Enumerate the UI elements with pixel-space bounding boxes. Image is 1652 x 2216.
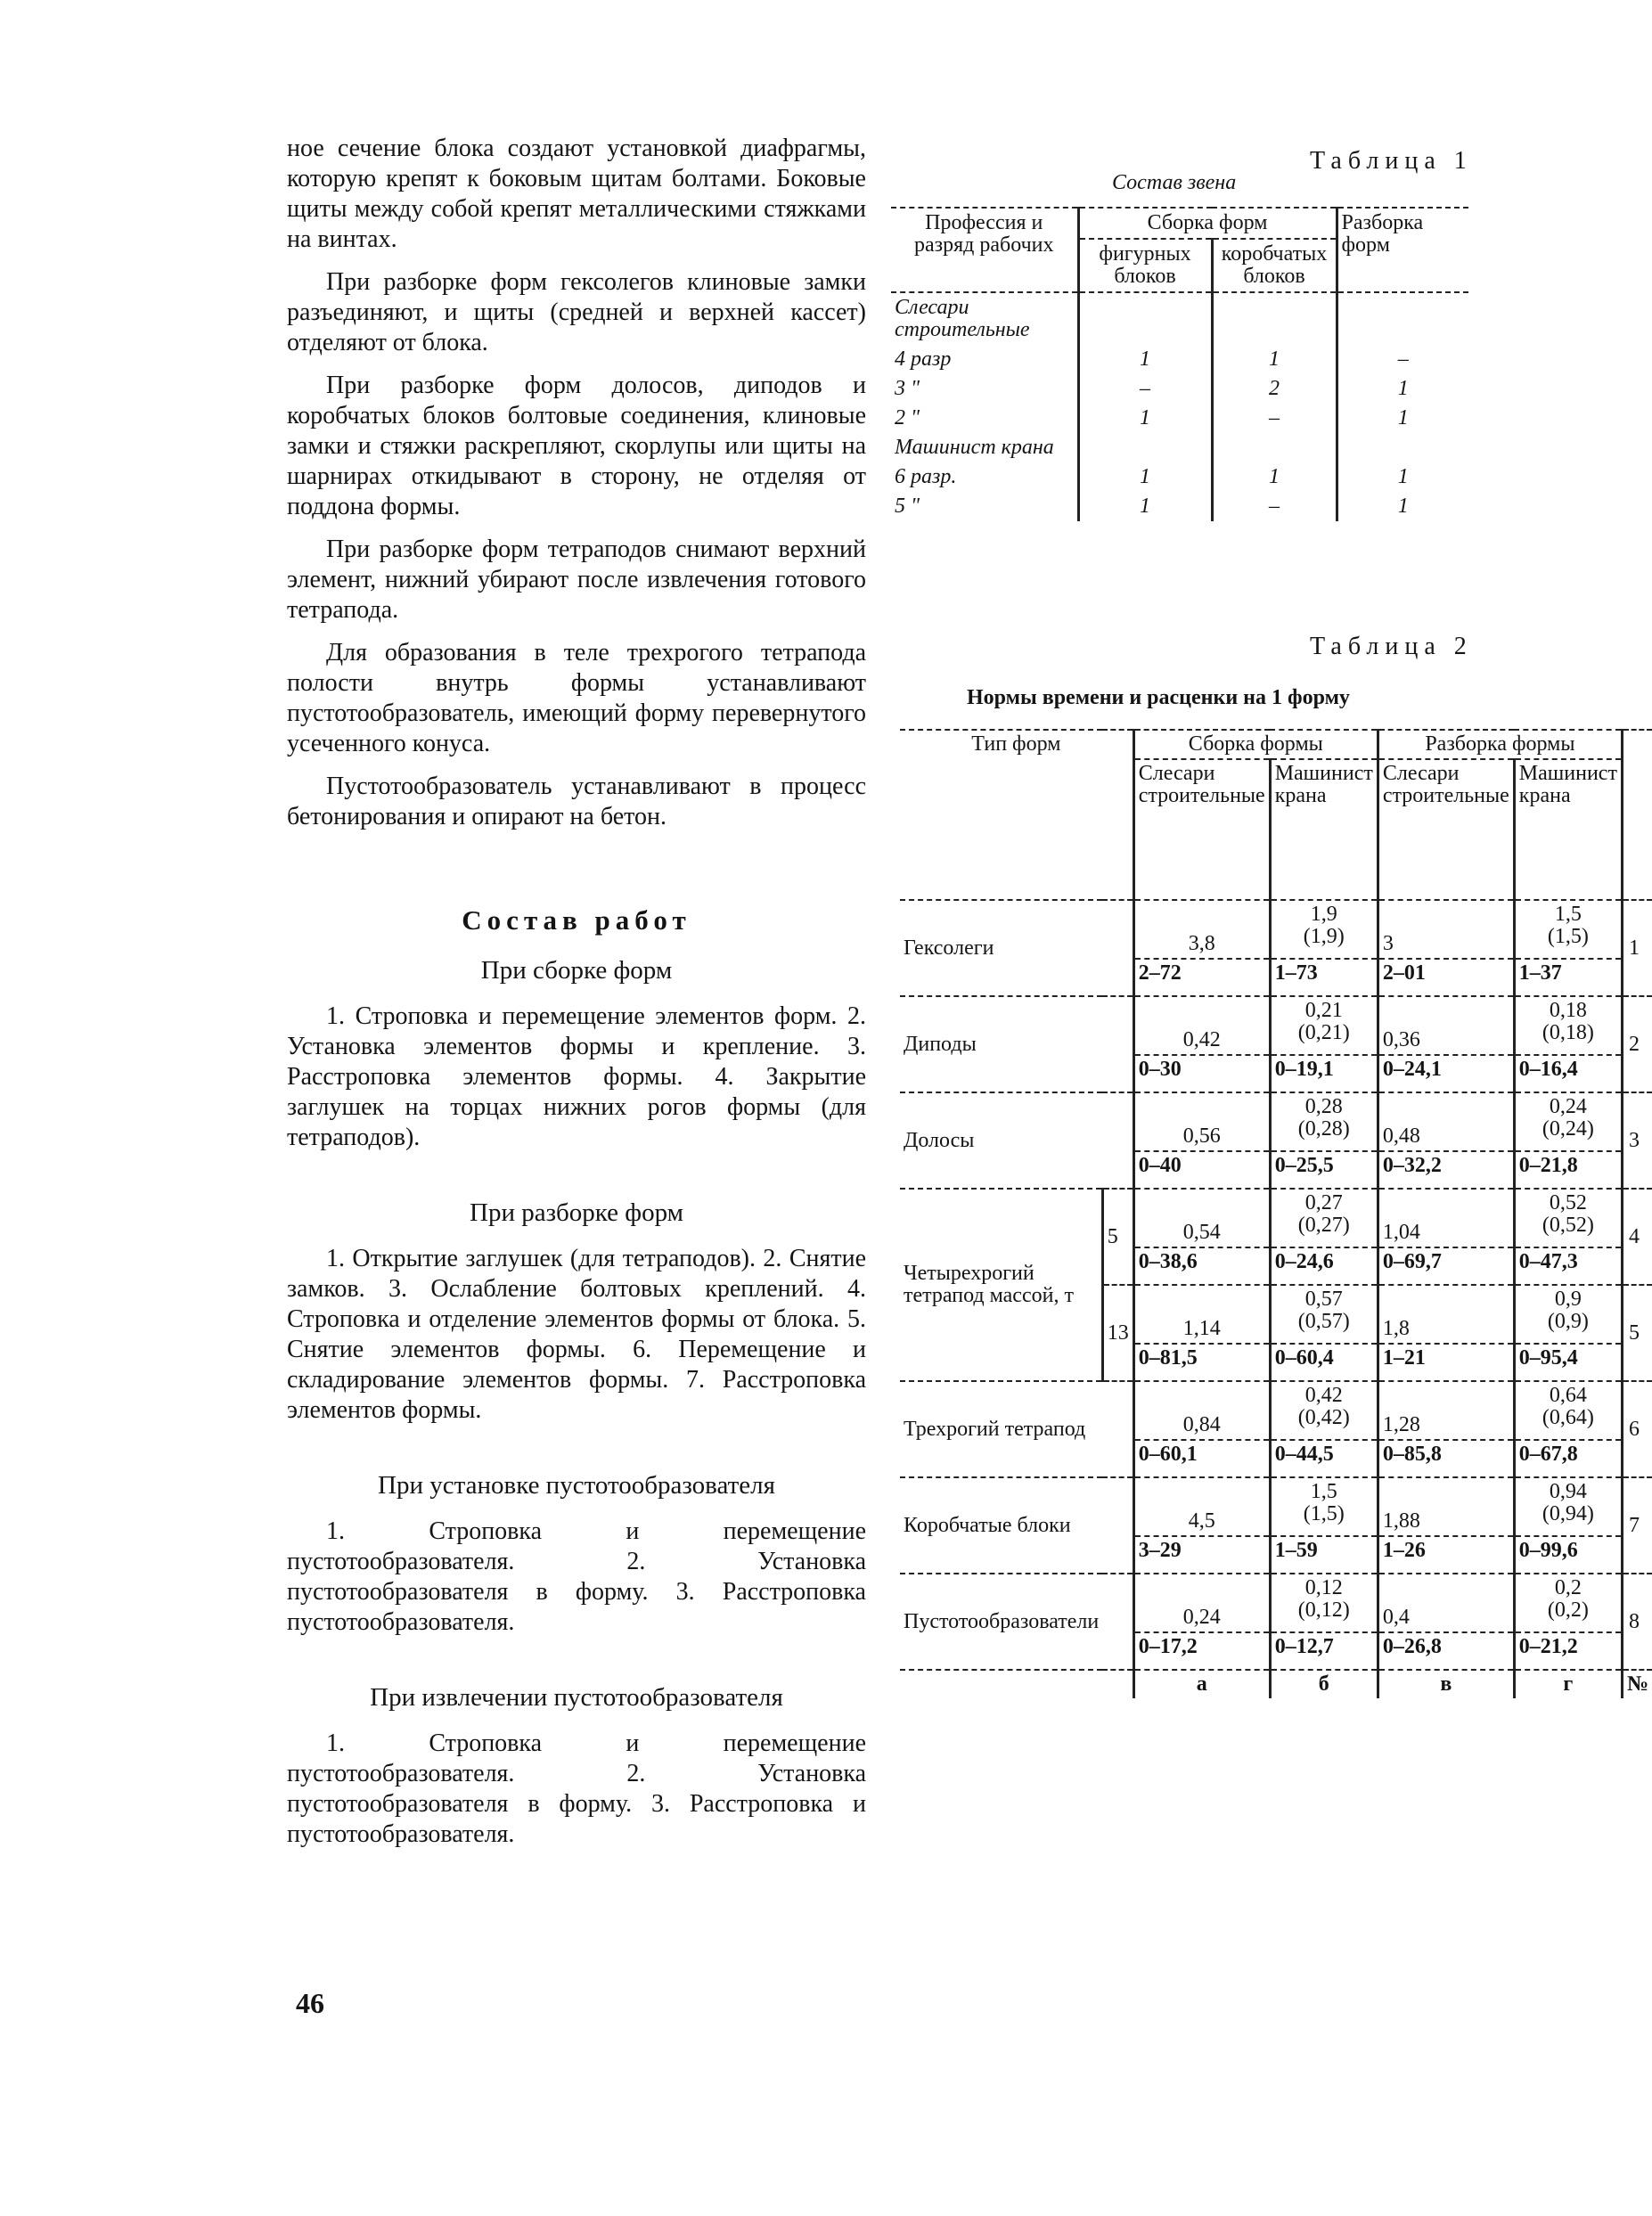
- table2-footer-number: №: [1622, 1670, 1652, 1698]
- table1-row-name: Машинист крана: [895, 436, 1054, 459]
- table2-type-name: Трехрогий тетрапод: [900, 1381, 1102, 1477]
- table2-rate-fitters-assembly: 3–29: [1133, 1536, 1270, 1574]
- subsection-title: При сборке форм: [480, 956, 673, 985]
- table1-cell: –: [1212, 492, 1337, 521]
- table1-cell: 1: [1078, 492, 1212, 521]
- table2-norm-fitters-assembly: 1,14: [1133, 1285, 1270, 1344]
- table2-norm-crane-disassembly: 0,9 (0,9): [1514, 1285, 1622, 1344]
- table2-rate-crane-disassembly: 0–95,4: [1514, 1344, 1622, 1381]
- table2-row: [900, 900, 1652, 959]
- table2-rate-crane-assembly: 0–25,5: [1270, 1151, 1378, 1189]
- table2-row: [900, 1189, 1652, 1247]
- table2-rate-crane-assembly: 0–44,5: [1270, 1440, 1378, 1477]
- table2-row: [900, 1574, 1652, 1632]
- table2-type-name: Коробчатые блоки: [900, 1477, 1102, 1574]
- table2-footer-col-a: а: [1133, 1670, 1270, 1698]
- table2-norm-crane-assembly: 1,9 (1,9): [1270, 900, 1378, 959]
- table2-rate-fitters-assembly: 0–60,1: [1133, 1440, 1270, 1477]
- table2-rate-crane-disassembly: 1–37: [1514, 959, 1622, 996]
- table2-type-name: Гексолеги: [900, 900, 1102, 996]
- table1-label: Таблица 1: [1310, 147, 1473, 175]
- table1-cell: [1337, 292, 1468, 345]
- table2-footer-col-d: г: [1514, 1670, 1622, 1698]
- table2-rate-fitters-disassembly: 0–85,8: [1378, 1440, 1514, 1477]
- table1-cell: 1: [1337, 374, 1468, 404]
- table2-rate-fitters-assembly: 2–72: [1133, 959, 1270, 996]
- table2-norm-fitters-assembly: 0,42: [1133, 996, 1270, 1055]
- table2-rate-crane-disassembly: 0–99,6: [1514, 1536, 1622, 1574]
- subsection-text: 1. Строповка и перемещение элементов форм. 2. Установка элементов формы и крепление. 3. Расстроповка элементов формы. 4. Закрытие заглушек на торцах нижних рогов формы (для тетраподов).: [287, 1002, 866, 1151]
- table2-row: [900, 1477, 1652, 1536]
- table2-rate-fitters-assembly: 0–81,5: [1133, 1344, 1270, 1381]
- table1-cell: –: [1212, 404, 1337, 433]
- subsection-title: При установке пустотообразователя: [378, 1471, 775, 1500]
- subsection-text: 1. Строповка и перемещение пустотообразователя. 2. Установка пустотообразователя в форму. 3. Расстроповка и пустотообразователя.: [287, 1729, 866, 1848]
- table2-rate-fitters-assembly: 0–30: [1133, 1055, 1270, 1092]
- table2-header-disassembly: Разборка формы: [1378, 730, 1622, 759]
- paragraph: При разборке форм тетраподов снимают верхний элемент, нижний убирают после извлечения готового тетрапода.: [287, 536, 866, 624]
- table1-header-box: коробчатых блоков: [1212, 239, 1337, 292]
- table2-mass: [1102, 1477, 1133, 1574]
- table2-norm-fitters-assembly: 0,24: [1133, 1574, 1270, 1632]
- table2-norm-fitters-disassembly: 1,28: [1378, 1381, 1514, 1440]
- table2-rate-crane-assembly: 0–60,4: [1270, 1344, 1378, 1381]
- table1-cell: 1: [1078, 345, 1212, 374]
- table2-rate-fitters-disassembly: 1–21: [1378, 1344, 1514, 1381]
- table2-footer-col-c: в: [1378, 1670, 1514, 1698]
- table1-header-disassembly: Разборка форм: [1337, 208, 1468, 292]
- table2-norm-fitters-disassembly: 0,36: [1378, 996, 1514, 1055]
- section-title: Состав работ: [462, 904, 691, 936]
- table2-norm-fitters-disassembly: 0,48: [1378, 1092, 1514, 1151]
- table2-row: [900, 1092, 1652, 1151]
- table2-norm-fitters-disassembly: 0,4: [1378, 1574, 1514, 1632]
- table2-row-number: 3: [1622, 1092, 1652, 1189]
- table2-norm-crane-assembly: 1,5 (1,5): [1270, 1477, 1378, 1536]
- paragraph: При разборке форм долосов, диподов и коробчатых блоков болтовые соединения, клиновые замки и стяжки раскрепляют, скорлупы или щиты на шарнирах откидывают в сторону, не отделяя от поддона формы.: [287, 372, 866, 520]
- subsection-title: При разборке форм: [470, 1198, 683, 1227]
- table2-norm-crane-disassembly: 0,18 (0,18): [1514, 996, 1622, 1055]
- table2-row-number: 2: [1622, 996, 1652, 1092]
- table1-cell: 1: [1078, 462, 1212, 492]
- paragraph: Пустотообразователь устанавливают в процесс бетонирования и опирают на бетон.: [287, 773, 866, 830]
- table2-header-type: Тип форм: [900, 730, 1133, 900]
- table2-mass: [1102, 996, 1133, 1092]
- table1-row-name: 4 разр: [895, 348, 952, 371]
- table2-footer-spacer: [900, 1670, 1133, 1698]
- table2-rate-fitters-disassembly: 2–01: [1378, 959, 1514, 996]
- table1: [891, 207, 1468, 521]
- table2-rate-fitters-assembly: 0–38,6: [1133, 1247, 1270, 1285]
- table1-row-name: Слесари строительные: [891, 292, 1078, 345]
- table2-rate-fitters-disassembly: 0–69,7: [1378, 1247, 1514, 1285]
- paragraph: Для образования в теле трехрогого тетрапода полости внутрь формы устанавливают пустотообразователь, имеющий форму перевернутого усеченного конуса.: [287, 639, 866, 757]
- table2-mass: [1102, 1574, 1133, 1670]
- table2-norm-crane-assembly: 0,27 (0,27): [1270, 1189, 1378, 1247]
- table2-rate-crane-disassembly: 0–21,2: [1514, 1632, 1622, 1670]
- table2-rate-fitters-disassembly: 0–26,8: [1378, 1632, 1514, 1670]
- table2-footer-col-b: б: [1270, 1670, 1378, 1698]
- table2-norm-crane-disassembly: 0,94 (0,94): [1514, 1477, 1622, 1536]
- table2-norm-crane-disassembly: 0,24 (0,24): [1514, 1092, 1622, 1151]
- table1-cell: 1: [1337, 462, 1468, 492]
- table2-norm-crane-assembly: 0,57 (0,57): [1270, 1285, 1378, 1344]
- table1-header-profession: Профессия и разряд рабочих: [891, 208, 1078, 292]
- table2-row-number: 4: [1622, 1189, 1652, 1285]
- table2-row-number: 1: [1622, 900, 1652, 996]
- subsection-title: При извлечении пустотообразователя: [370, 1683, 783, 1712]
- table2-norm-crane-disassembly: 0,52 (0,52): [1514, 1189, 1622, 1247]
- table2-rate-fitters-disassembly: 0–32,2: [1378, 1151, 1514, 1189]
- table2-label: Таблица 2: [1310, 633, 1473, 660]
- table2-rate-fitters-disassembly: 1–26: [1378, 1536, 1514, 1574]
- table2-norm-fitters-assembly: 0,54: [1133, 1189, 1270, 1247]
- paragraph: При разборке форм гексолегов клиновые замки разъединяют, и щиты (средней и верхней кассет) отделяют от блока.: [287, 268, 866, 356]
- table2-rate-fitters-assembly: 0–40: [1133, 1151, 1270, 1189]
- table1-cell: 1: [1337, 492, 1468, 521]
- table1-header-figured: фигурных блоков: [1078, 239, 1212, 292]
- table2-mass: 5: [1102, 1189, 1133, 1285]
- table2-rate-crane-assembly: 0–19,1: [1270, 1055, 1378, 1092]
- table2-norm-fitters-assembly: 3,8: [1133, 900, 1270, 959]
- table2-norm-crane-assembly: 0,42 (0,42): [1270, 1381, 1378, 1440]
- table1-cell: 1: [1337, 404, 1468, 433]
- paragraph: ное сечение блока создают установкой диафрагмы, которую крепят к боковым щитам болтами. Боковые щиты между собой крепят металлическими стяжками на винтах.: [287, 135, 866, 253]
- table2-rate-crane-disassembly: 0–47,3: [1514, 1247, 1622, 1285]
- table1-row-name: 6 разр.: [895, 465, 957, 488]
- table2-header-number-column: [1622, 730, 1652, 900]
- table2-norm-fitters-assembly: 4,5: [1133, 1477, 1270, 1536]
- table2-type-name: Долосы: [900, 1092, 1102, 1189]
- table2-type-name: Диподы: [900, 996, 1102, 1092]
- table2-norm-crane-disassembly: 1,5 (1,5): [1514, 900, 1622, 959]
- table2-header-crane: Машинист крана: [1514, 759, 1622, 900]
- table1-cell: [1078, 292, 1212, 345]
- table1-cell: [1337, 433, 1468, 462]
- table1-cell: –: [1337, 345, 1468, 374]
- table2-norm-crane-assembly: 0,21 (0,21): [1270, 996, 1378, 1055]
- table2-header-assembly: Сборка формы: [1133, 730, 1378, 759]
- table2-row-number: 5: [1622, 1285, 1652, 1381]
- table2-row: [900, 996, 1652, 1055]
- table1-cell: 2: [1212, 374, 1337, 404]
- table2-rate-crane-assembly: 0–24,6: [1270, 1247, 1378, 1285]
- table2-norm-crane-assembly: 0,12 (0,12): [1270, 1574, 1378, 1632]
- table1-cell: –: [1078, 374, 1212, 404]
- table2-rate-fitters-disassembly: 0–24,1: [1378, 1055, 1514, 1092]
- table2-type-name: Четырехрогий тетрапод массой, т: [900, 1189, 1102, 1381]
- table2-header-crane: Машинист крана: [1270, 759, 1378, 900]
- table1-cell: 1: [1078, 404, 1212, 433]
- table2-rate-crane-disassembly: 0–67,8: [1514, 1440, 1622, 1477]
- table2-header-fitters: Слесари строительные: [1133, 759, 1270, 900]
- table1-cell: [1212, 433, 1337, 462]
- page-number: 46: [296, 1987, 324, 2019]
- table2-row-number: 7: [1622, 1477, 1652, 1574]
- table2-norm-fitters-disassembly: 1,04: [1378, 1189, 1514, 1247]
- table1-caption: Состав звена: [1112, 171, 1237, 194]
- table2-rate-crane-assembly: 1–59: [1270, 1536, 1378, 1574]
- table2-mass: [1102, 900, 1133, 996]
- table2-caption: Нормы времени и расценки на 1 форму: [967, 686, 1350, 709]
- table2-type-name: Пустотообразователи: [900, 1574, 1102, 1670]
- table2-norm-crane-disassembly: 0,2 (0,2): [1514, 1574, 1622, 1632]
- table2-mass: 13: [1102, 1285, 1133, 1381]
- table1-cell: [1078, 433, 1212, 462]
- table2-row-number: 6: [1622, 1381, 1652, 1477]
- table2-rate-crane-disassembly: 0–21,8: [1514, 1151, 1622, 1189]
- table1-cell: [1212, 292, 1337, 345]
- left-column: [287, 134, 866, 1850]
- subsection-text: 1. Строповка и перемещение пустотообразователя. 2. Установка пустотообразователя в форму. 3. Расстроповка пустотообразователя.: [287, 1517, 866, 1636]
- table2-row-number: 8: [1622, 1574, 1652, 1670]
- table2-mass: [1102, 1092, 1133, 1189]
- table2-rate-crane-disassembly: 0–16,4: [1514, 1055, 1622, 1092]
- table1-header-assembly: Сборка форм: [1078, 208, 1337, 239]
- table1-row-name: 5 ": [895, 495, 920, 518]
- subsection-text: 1. Открытие заглушек (для тетраподов). 2. Снятие замков. 3. Ослабление болтовых креплений. 4. Строповка и отделение элементов формы от блока. 5. Снятие элементов формы. 6. Перемещение и складирование элементов формы. 7. Расстроповка элементов формы.: [287, 1245, 866, 1424]
- table2-norm-fitters-disassembly: 1,8: [1378, 1285, 1514, 1344]
- table2-norm-fitters-disassembly: 3: [1378, 900, 1514, 959]
- table2-rate-crane-assembly: 1–73: [1270, 959, 1378, 996]
- table2-rate-crane-assembly: 0–12,7: [1270, 1632, 1378, 1670]
- table2-rate-fitters-assembly: 0–17,2: [1133, 1632, 1270, 1670]
- table2-norm-fitters-assembly: 0,56: [1133, 1092, 1270, 1151]
- table1-row-name: 2 ": [895, 406, 920, 429]
- table2-header-fitters: Слесари строительные: [1378, 759, 1514, 900]
- table1-row-name: 3 ": [895, 377, 920, 400]
- table1-cell: 1: [1212, 345, 1337, 374]
- table2-norm-fitters-disassembly: 1,88: [1378, 1477, 1514, 1536]
- table2-norm-crane-disassembly: 0,64 (0,64): [1514, 1381, 1622, 1440]
- table2-norm-fitters-assembly: 0,84: [1133, 1381, 1270, 1440]
- table2-row: [900, 1381, 1652, 1440]
- table1-cell: 1: [1212, 462, 1337, 492]
- table2-mass: [1102, 1381, 1133, 1477]
- table2-norm-crane-assembly: 0,28 (0,28): [1270, 1092, 1378, 1151]
- table2: [900, 729, 1652, 1698]
